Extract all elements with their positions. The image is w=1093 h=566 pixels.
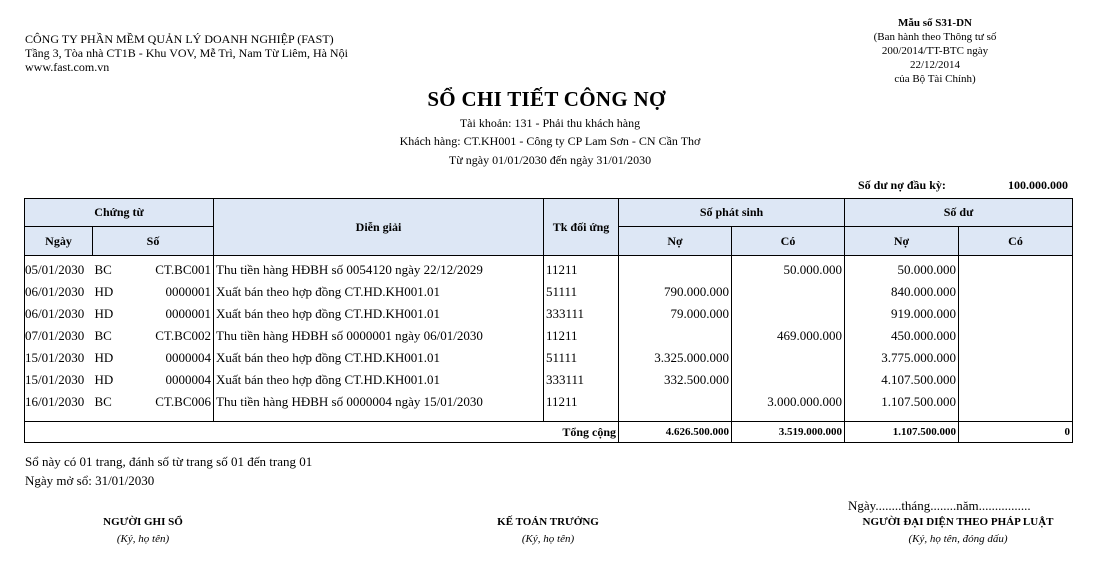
header-balance-credit: Có [959,227,1073,256]
cell-description: Thu tiền hàng HĐBH số 0054120 ngày 22/12/2029 [214,256,544,282]
cell-account: 333111 [544,369,619,391]
cell-date: 06/01/2030 [25,303,93,325]
cell-credit [732,303,845,325]
header-balance-debit: Nợ [845,227,959,256]
report-account: Tài khoản: 131 - Phải thu khách hàng [459,116,641,130]
signer-chief-accountant [448,516,648,550]
cell-account: 11211 [544,391,619,413]
header-voucher: Chứng từ [25,199,214,227]
form-line-1: (Ban hành theo Thông tư số [873,31,997,43]
company-name: CÔNG TY PHẦN MỀM QUẢN LÝ DOANH NGHIỆP (FAST) [25,32,334,46]
cell-number: 0000004 [165,372,212,387]
cell-description: Xuất bán theo hợp đồng CT.HD.KH001.01 [214,281,544,303]
cell-account: 51111 [544,281,619,303]
cell-debit: 79.000.000 [619,303,732,325]
cell-description: Xuất bán theo hợp đồng CT.HD.KH001.01 [214,303,544,325]
header-account: Tk đối ứng [544,199,619,256]
cell-balance-debit: 919.000.000 [845,303,959,325]
signer-title: KẾ TOÁN TRƯỞNG [497,516,599,528]
cell-debit [619,391,732,413]
cell-balance-debit: 840.000.000 [845,281,959,303]
spacer-row [25,413,1073,422]
cell-description: Thu tiền hàng HĐBH số 0000001 ngày 06/01/2030 [214,325,544,347]
cell-date: 16/01/2030 [25,391,93,413]
header-number: Số [93,227,214,256]
table-row [25,347,1073,369]
cell-credit [732,281,845,303]
cell-type: HD [94,372,114,387]
form-line-3: của Bộ Tài Chính) [894,73,976,85]
cell-debit: 790.000.000 [619,281,732,303]
cell-balance-credit [959,391,1073,413]
table-row [25,369,1073,391]
cell-type: BC [94,262,112,277]
cell-balance-debit: 450.000.000 [845,325,959,347]
cell-balance-credit [959,347,1073,369]
ledger-table [24,198,1073,443]
cell-account: 11211 [544,325,619,347]
table-row [25,256,1073,282]
table-row [25,303,1073,325]
table-row [25,325,1073,347]
header-movement: Số phát sinh [619,199,845,227]
cell-number: 0000004 [165,350,212,365]
cell-type: BC [94,328,112,343]
signer-legal-representative [838,516,1078,550]
header-debit: Nợ [619,227,732,256]
cell-type: BC [94,394,112,409]
header-date: Ngày [25,227,93,256]
cell-debit [619,256,732,282]
form-info [860,16,1010,86]
total-credit: 3.519.000.000 [732,422,845,443]
cell-credit [732,369,845,391]
cell-number: CT.BC006 [155,394,212,409]
report-customer: Khách hàng: CT.KH001 - Công ty CP Lam Sơn - CN Cần Thơ [399,134,701,148]
cell-credit: 3.000.000.000 [732,391,845,413]
cell-debit: 3.325.000.000 [619,347,732,369]
total-balance-debit: 1.107.500.000 [845,422,959,443]
signer-note: (Ký, họ tên) [521,533,575,545]
cell-date: 15/01/2030 [25,369,93,391]
cell-account: 51111 [544,347,619,369]
cell-number: 0000001 [165,284,212,299]
pages-note: Sổ này có 01 trang, đánh số từ trang số 01 đến trang 01 [25,454,313,469]
form-line-2: 200/2014/TT-BTC ngày 22/12/2014 [881,45,989,71]
cell-balance-credit [959,256,1073,282]
opening-balance-label: Số dư nợ đầu kỳ: [858,178,946,192]
cell-description: Thu tiền hàng HĐBH số 0000004 ngày 15/01/2030 [214,391,544,413]
total-balance-credit: 0 [959,422,1073,443]
header-credit: Có [732,227,845,256]
signer-note: (Ký, họ tên, đóng dấu) [908,533,1008,545]
cell-number: 0000001 [165,306,212,321]
table-row [25,391,1073,413]
cell-date: 05/01/2030 [25,256,93,282]
signer-recorder [43,516,243,550]
header-description: Diễn giải [214,199,544,256]
cell-account: 11211 [544,256,619,282]
report-title: SỔ CHI TIẾT CÔNG NỢ [427,87,666,111]
cell-balance-credit [959,325,1073,347]
cell-balance-debit: 50.000.000 [845,256,959,282]
cell-type: HD [94,284,114,299]
company-website: www.fast.com.vn [25,60,110,74]
cell-debit: 332.500.000 [619,369,732,391]
cell-balance-credit [959,281,1073,303]
total-debit: 4.626.500.000 [619,422,732,443]
cell-balance-credit [959,369,1073,391]
cell-account: 333111 [544,303,619,325]
signer-title: NGƯỜI GHI SỔ [103,516,183,528]
cell-number: CT.BC001 [155,262,212,277]
cell-type: HD [94,306,114,321]
opening-balance-value: 100.000.000 [1008,178,1068,192]
report-period: Từ ngày 01/01/2030 đến ngày 31/01/2030 [448,153,652,167]
total-label: Tổng cộng [25,422,619,443]
form-code: Mẫu số S31-DN [898,17,972,29]
cell-date: 15/01/2030 [25,347,93,369]
cell-date: 06/01/2030 [25,281,93,303]
cell-type: HD [94,350,114,365]
cell-balance-debit: 4.107.500.000 [845,369,959,391]
cell-description: Xuất bán theo hợp đồng CT.HD.KH001.01 [214,369,544,391]
company-info [25,32,348,74]
cell-credit: 469.000.000 [732,325,845,347]
signer-note: (Ký, họ tên) [116,533,170,545]
table-row [25,281,1073,303]
cell-balance-credit [959,303,1073,325]
date-line: Ngày........tháng........năm................ [848,498,1031,513]
signer-title: NGƯỜI ĐẠI DIỆN THEO PHÁP LUẬT [862,516,1054,528]
company-address: Tầng 3, Tòa nhà CT1B - Khu VOV, Mễ Trì, Nam Từ Liêm, Hà Nội [25,46,348,60]
cell-credit: 50.000.000 [732,256,845,282]
cell-date: 07/01/2030 [25,325,93,347]
cell-balance-debit: 1.107.500.000 [845,391,959,413]
open-date: Ngày mở sổ: 31/01/2030 [25,473,155,488]
cell-description: Xuất bán theo hợp đồng CT.HD.KH001.01 [214,347,544,369]
cell-number: CT.BC002 [155,328,212,343]
cell-credit [732,347,845,369]
total-row [25,422,1073,443]
header-balance: Số dư [845,199,1073,227]
cell-debit [619,325,732,347]
cell-balance-debit: 3.775.000.000 [845,347,959,369]
